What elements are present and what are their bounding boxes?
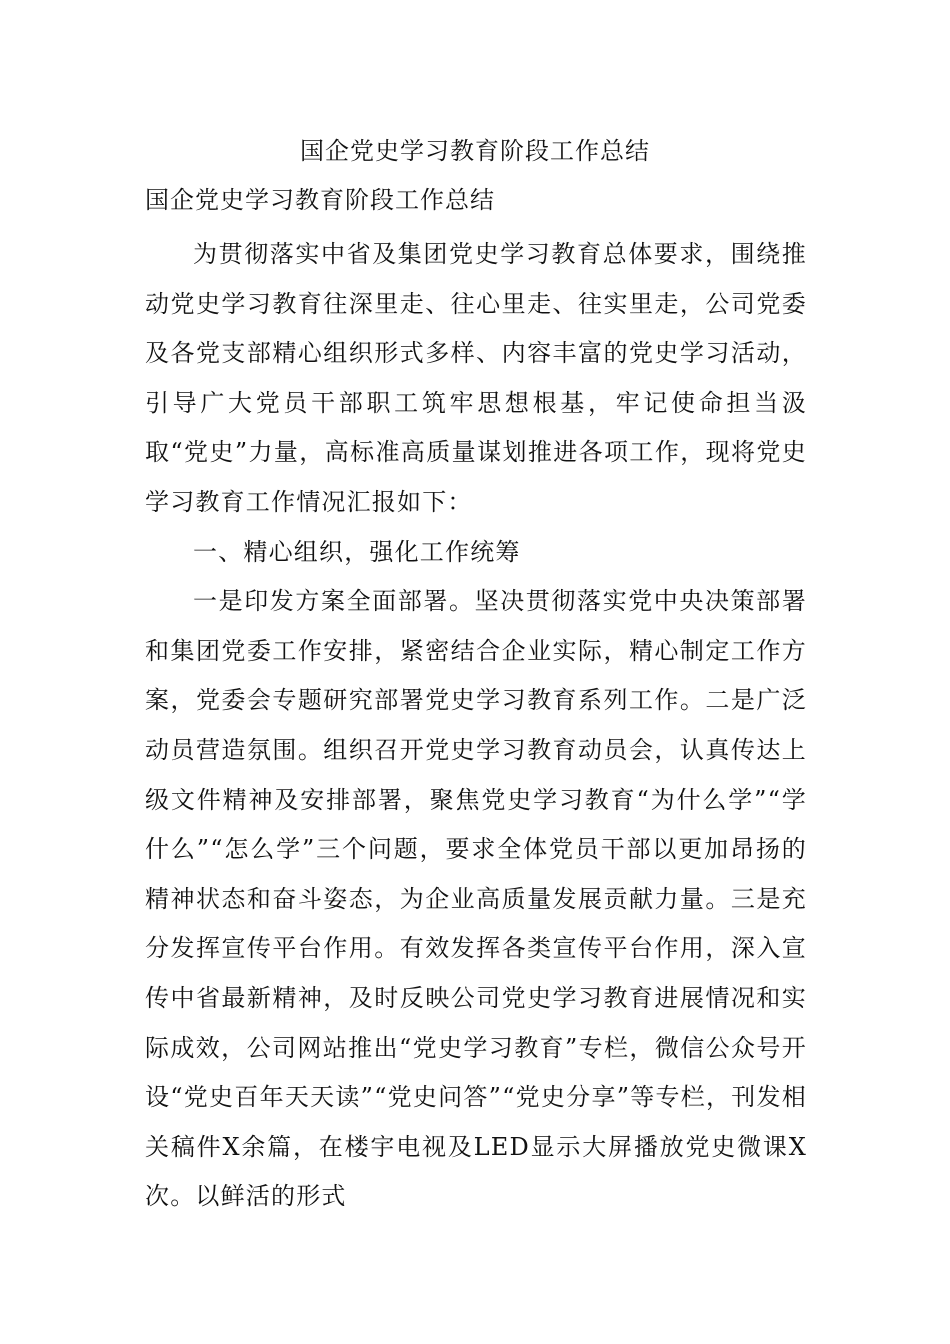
document-title: 国企党史学习教育阶段工作总结 xyxy=(300,137,650,165)
section-heading: 一、精心组织，强化工作统筹 xyxy=(193,537,521,566)
document-subtitle: 国企党史学习教育阶段工作总结 xyxy=(145,186,495,214)
document-body xyxy=(145,230,807,1222)
body-paragraph: 一是印发方案全面部署。坚决贯彻落实党中央决策部署和集团党委工作安排，紧密结合企业实际，精心制定工作方案，党委会专题研究部署党史学习教育系列工作。二是广泛动员营造氛围。组织召开党史学习教育动员会，认真传达上级文件精神及安排部署，聚焦党史学习教育“为什么学”“学什么”“怎么学”三个问题，要求全体党员干部以更加昂扬的精神状态和奋斗姿态，为企业高质量发展贡献力量。三是充分发挥宣传平台作用。有效发挥各类宣传平台作用，深入宣传中省最新精神，及时反映公司党史学习教育进展情况和实际成效，公司网站推出“党史学习教育”专栏，微信公众号开设“党史百年天天读”“党史问答”“党史分享”等专栏，刊发相关稿件X余篇，在楼宇电视及LED显示大屏播放党史微课X次。以鲜活的形式 xyxy=(145,587,807,1211)
intro-paragraph: 为贯彻落实中省及集团党史学习教育总体要求，围绕推动党史学习教育往深里走、往心里走、往实里走，公司党委及各党支部精心组织形式多样、内容丰富的党史学习活动，引导广大党员干部职工筑牢思想根基，牢记使命担当汲取“党史”力量，高标准高质量谋划推进各项工作，现将党史学习教育工作情况汇报如下： xyxy=(145,240,807,516)
